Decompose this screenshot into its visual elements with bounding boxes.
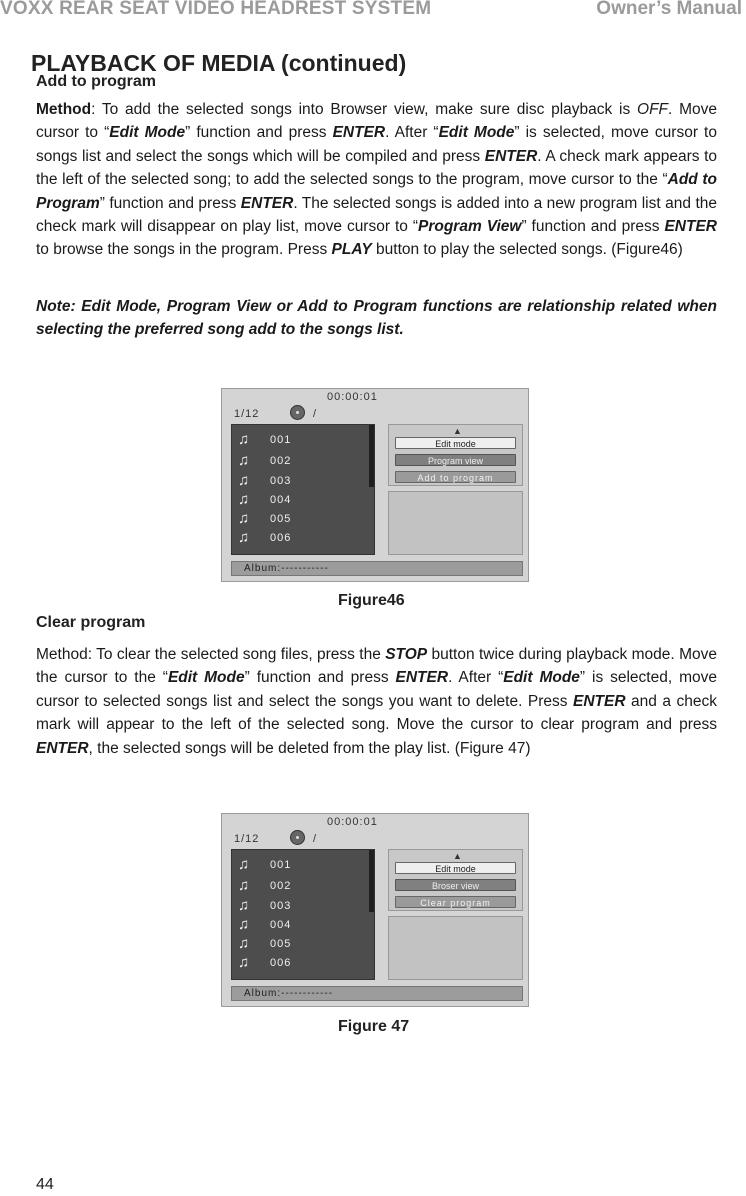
info-box xyxy=(388,916,523,980)
header-left: VOXX REAR SEAT VIDEO HEADREST SYSTEM xyxy=(0,0,432,19)
add-program-paragraph: Method: To add the selected songs into Browser view, make sure disc playback is OFF. Move cursor to “Edit Mode” function and press ENTER. After “Edit Mode” is selected, move cursor to songs list and select the songs which will be compiled and press ENTER. A check mark appears to the left of the selected song; to add the selected songs to the program, move cursor to the “Add to Program” function and press ENTER. The selected songs is added into a new program list and the check mark will disappear on play list, move cursor to “Program View” function and press ENTER to browse the songs in the program. Press PLAY button to play the selected songs. (Figure46) xyxy=(36,101,717,259)
list-scrollbar xyxy=(369,425,374,487)
clear-program-button[interactable]: Clear program xyxy=(395,896,516,908)
up-arrow-icon: ▲ xyxy=(453,851,462,861)
clear-program-heading: Clear program xyxy=(36,614,146,631)
music-note-icon: ♫ xyxy=(238,897,251,914)
music-note-icon: ♫ xyxy=(238,935,251,952)
browser-view-button[interactable]: Broser view xyxy=(395,879,516,891)
slash-label: / xyxy=(313,408,317,420)
section-title: PLAYBACK OF MEDIA (continued) xyxy=(31,50,407,76)
page-number: 44 xyxy=(36,1176,54,1193)
music-note-icon: ♫ xyxy=(238,491,251,508)
music-note-icon: ♫ xyxy=(238,510,251,527)
music-note-icon: ♫ xyxy=(238,954,251,971)
figure46-screen xyxy=(221,388,529,582)
function-menu xyxy=(388,849,523,911)
figure46-caption: Figure46 xyxy=(338,592,405,609)
music-note-icon: ♫ xyxy=(238,877,251,894)
function-menu xyxy=(388,424,523,486)
list-scrollbar xyxy=(369,850,374,912)
disc-icon xyxy=(290,405,305,420)
disc-icon xyxy=(290,830,305,845)
music-note-icon: ♫ xyxy=(238,431,251,448)
slash-label: / xyxy=(313,833,317,845)
track-counter: 1/12 xyxy=(234,408,260,420)
figure47-caption: Figure 47 xyxy=(338,1018,410,1035)
edit-mode-button[interactable]: Edit mode xyxy=(395,862,516,874)
note-paragraph: Note: Edit Mode, Program View or Add to Program functions are relationship related when selecting the preferred song add to the songs list. xyxy=(36,298,717,339)
add-to-program-button[interactable]: Add to program xyxy=(395,471,516,483)
album-bar: Album:------------ xyxy=(231,986,523,1001)
music-note-icon: ♫ xyxy=(238,529,251,546)
clear-program-paragraph: Method: To clear the selected song files, press the STOP button twice during playback mode. Move the cursor to the “Edit Mode” function and press ENTER. After “Edit Mode” is selected, move cursor to selected songs list and select the songs you want to delete. Press ENTER and a check mark will appear to the left of the selected song. Move the cursor to clear program and press ENTER, the selected songs will be deleted from the play list. (Figure 47) xyxy=(36,646,717,757)
music-note-icon: ♫ xyxy=(238,856,251,873)
header-right: Owner’s Manual xyxy=(596,0,742,19)
music-note-icon: ♫ xyxy=(238,472,251,489)
info-box xyxy=(388,491,523,555)
track-counter: 1/12 xyxy=(234,833,260,845)
time-display: 00:00:01 xyxy=(327,816,378,828)
up-arrow-icon: ▲ xyxy=(453,426,462,436)
music-note-icon: ♫ xyxy=(238,452,251,469)
song-list: ♫ 001 ♫ 002 ♫ 003 ♫ 004 ♫ 005 ♫ 006 xyxy=(231,849,375,980)
program-view-button[interactable]: Program view xyxy=(395,454,516,466)
figure47-screen xyxy=(221,813,529,1007)
time-display: 00:00:01 xyxy=(327,391,378,403)
edit-mode-button[interactable]: Edit mode xyxy=(395,437,516,449)
song-list: ♫ 001 ♫ 002 ♫ 003 ♫ 004 ♫ 005 ♫ 006 xyxy=(231,424,375,555)
album-bar: Album:----------- xyxy=(231,561,523,576)
music-note-icon: ♫ xyxy=(238,916,251,933)
add-program-heading: Add to program xyxy=(36,73,156,90)
